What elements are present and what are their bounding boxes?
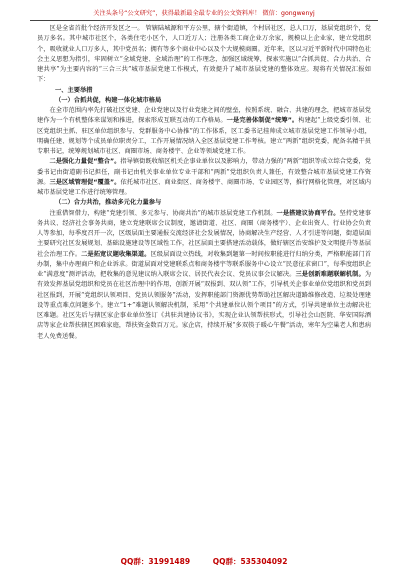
paragraph-1-text: 在全市范围内率先打破社区党建、企业党建以及行业党建之间的壁垒，按照系统、融合、共建的理念，把城市基层党建作为一个有机整体来谋划和推进，探索形成互联互动的工作格局。 xyxy=(37,107,371,125)
point-1-text: 构建起“上级党委引领、社区党组织主抓、驻区单位组织参与、党群服务中心协推”的工作体系，区工委书记挂帅成立城市基层党建工作领导小组，明确任建、规划等个成员单位职责分工，工作开展情况纳入全区基层党建工作考核。建立“两新”组织党委，配备名精干员专职书记，统筹规划城市社区、商圈市场、商务楼宇、企业等领域党建工作。 xyxy=(37,117,372,155)
point-5-text: 区级层面设立热线，对收集到题第一时间按职能进行归纳分类，严格职能部门首办制，集中办理商户和企业诉求。街道层面对党建联系点和商务楼宇等联系服务中心设立“民意征求窗口”，每季度组织企业“满意度”测评活动，把收集的意见建议纳入联席会议、居民代表会议、党员议事会议解决。 xyxy=(37,250,372,278)
header-rule xyxy=(30,20,378,21)
subsection-heading-1: （一）合抓共促，构建一体化城市格局 xyxy=(55,96,162,104)
paragraph-3-text: 注重借智借力，构建“党建引领、多元参与、协商共治”的城市基层党建工作机制。 xyxy=(49,209,277,217)
paragraph-1 xyxy=(37,106,371,157)
point-4-title: 一是搭建议协商平台。 xyxy=(276,209,340,217)
header-text: 关注头条号“公文研究”，获得最新最全最专业的公文资料库！ 微信：gongwenyj xyxy=(93,10,315,17)
intro-paragraph: 区是全省首批个经济开发区之一。 管辖陆城源和平方公里，辖个街道镇，个村居社区，总人口万，基层党组织个，党员万多名。其中城市社区个，各类住宅小区个，人口近万人；注册各类工商企业万余家，规模以上企业家，建立党组织个，吸收就业人口万多人，其中党员名；拥有等多个商业中心以及个大规模商圈。近年来，区以习近平新时代中国特色社会主义思想为指引，牢固树立“全域党建、全域治理”的工作理念，加强区域统筹，探索实施以“合抓共促、合力共治、合建共享”为主要内容的“三合三共”城市基层党建工作模式，有效提升了城市基层党建的整体效应。现将有关情况汇报如下： xyxy=(37,25,371,84)
point-3-title: 三是区域管理促“覆盖”。 xyxy=(49,178,121,186)
section-heading: 一、主要举措 xyxy=(55,86,93,94)
subsection-heading-2: （二）合力共治，推动多元化力量参与 xyxy=(55,199,162,207)
qq-group-1: QQ群：31991489 xyxy=(120,557,191,566)
point-2-title: 二是强化力量促“整合”。 xyxy=(49,158,121,166)
paragraph-3 xyxy=(37,209,371,342)
page-footer xyxy=(0,556,408,567)
point-2-text: 指导镇街既收缩区机关企事业单位以及影响力，带动力强的“两新”组织等成立综合党委，党委书记由街道副书记担任，副书记由机关事业单位专业干部和“两新”党组织负责人兼任，有效整合城市基层党建工作资源。 xyxy=(37,158,372,186)
paragraph-2 xyxy=(37,157,371,198)
qq-group-2: QQ群：535304092 xyxy=(212,557,288,566)
point-3-text: 依托城市社区、商业街区、商务楼宇、商圈市场、专业园区等，推行网格化管理，对区域内城市基层党建工作进行统筹管理。 xyxy=(37,178,372,196)
point-6-title: 三是创新难题联解机制。 xyxy=(295,271,365,278)
document-body xyxy=(37,24,371,342)
point-5-title: 二是拓宽议题收集渠道。 xyxy=(81,250,151,258)
point-4-text: 坚持党建事务共议、经济社会事务共商，建立党建联席会议制度，邀请街道、社区、商圈（商务楼宇）、企业出资人、行业协会负责人等参加，每季度召开一次，区级层面主要通报交流经济社会发展情况，协商解决生产经营、人才引进等问题，街道层面主要研究社区发展规划、基础设施建设等区域性工作，社区层面主要搭建活动载体，做好辖区治安维护及文明提升等基层社会治理工作。 xyxy=(37,209,372,258)
point-1-title: 一是完善体制促“统筹”。 xyxy=(226,117,299,125)
page-header xyxy=(0,8,408,17)
point-6-text: 为有效发挥基层党组织和党员在社区治理中的作用，创新开展“双报到、双认领”工作，引导机关企事业单位党组织和党员到社区报到，开展“党组织认领项目、党员认领服务”活动，发挥职能部门资源优势帮助社区解决道路维修改造、垃圾处理建设等重点难点问题多个。建立“1+”难题认领解决机制，采用“个共建单位认领个项目”的方式，引导共建单位主动解决社区难题。社区先后与辖区家企事业单位签订《共驻共建协议书》，实现企业认领帮扶形式，引导社会山医院、华安国际酒店等家企业帮扶辖区困难家庭，帮扶资金数百万元。家企店，持续开展“多双筷子暖心午餐”活动，寒年为空巢老人和患病老人免费送餐。 xyxy=(37,271,372,340)
